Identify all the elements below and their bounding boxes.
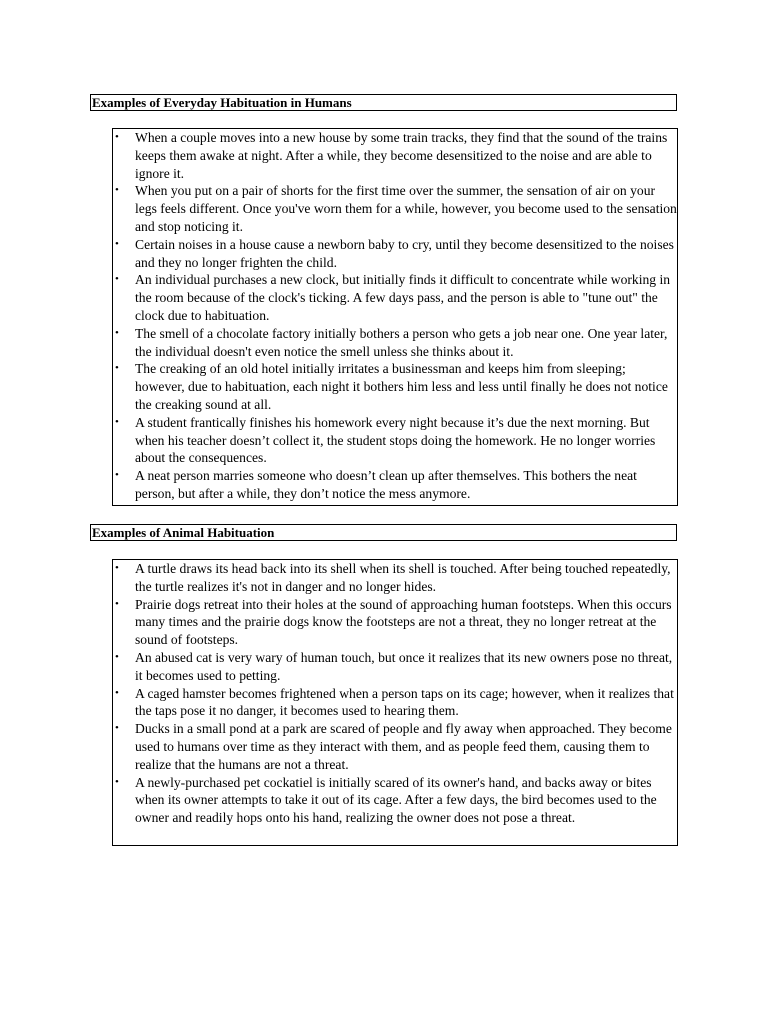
list-item: • Prairie dogs retreat into their holes at the sound of approaching human footsteps. When this occurs many times and the prairie dogs know the footsteps are not a threat, they no longer retreat at the sound of footsteps. bbox=[115, 596, 672, 648]
list-item: • A caged hamster becomes frightened when a person taps on its cage; however, when it realizes that the taps pose it no danger, it becomes used to hearing them. bbox=[115, 685, 674, 719]
list-item: • A newly-purchased pet cockatiel is initially scared of its owner's hand, and backs away or bites when its owner attempts to take it out of its cage. After a few days, the bird becomes used to the owner and readily hops onto his hand, realizing the owner does not pose a threat. bbox=[115, 774, 657, 826]
list-item: • A turtle draws its head back into its shell when its shell is touched. After being touched repeatedly, the turtle realizes it's not in danger and no longer hides. bbox=[115, 561, 671, 594]
bullet-icon: • bbox=[115, 131, 119, 143]
bullet-icon: • bbox=[115, 362, 119, 375]
list-item: • The smell of a chocolate factory initially bothers a person who gets a job near one. One year later, the individual doesn't even notice the smell unless she thinks about it. bbox=[115, 325, 668, 359]
list-item: • An individual purchases a new clock, but initially finds it difficult to concentrate while working in the room because of the clock's ticking. A few days pass, and the person is able to "tune out" the clock due to habituation. bbox=[115, 272, 671, 323]
bullet-icon: • bbox=[115, 722, 119, 735]
bullet-icon: • bbox=[115, 650, 119, 663]
list-item: • An abused cat is very wary of human touch, but once it realizes that its new owners pose no threat, it becomes used to petting. bbox=[115, 649, 673, 683]
animal-examples-list bbox=[112, 559, 678, 846]
list-item: • The creaking of an old hotel initially irritates a businessman and keeps him from sleeping; however, due to habituation, each night it bothers him less and less until finally he does not notice the creaking sound at all. bbox=[115, 361, 668, 412]
list-item: • Certain noises in a house cause a newborn baby to cry, until they become desensitized to the noises and they no longer frighten the child. bbox=[115, 236, 674, 270]
bullet-icon: • bbox=[115, 686, 119, 699]
bullet-icon: • bbox=[115, 469, 119, 482]
bullet-icon: • bbox=[115, 237, 119, 250]
list-item: • When a couple moves into a new house by some train tracks, they find that the sound of the trains keeps them awake at night. After a while, they become desensitized to the noise and are able to ignore it. bbox=[115, 130, 668, 181]
bullet-icon: • bbox=[115, 326, 119, 339]
bullet-icon: • bbox=[115, 597, 119, 610]
bullet-icon: • bbox=[115, 273, 119, 286]
list-item: • When you put on a pair of shorts for the first time over the summer, the sensation of air on your legs feels different. Once you've worn them for a while, however, you become used to the sensation and stop noticing it. bbox=[115, 183, 677, 234]
list-item: • A neat person marries someone who doesn’t clean up after themselves. This bothers the neat person, but after a while, they don’t notice the mess anymore. bbox=[115, 468, 637, 501]
bullet-icon: • bbox=[115, 562, 119, 574]
human-examples-list bbox=[112, 128, 678, 506]
list-item: • A student frantically finishes his homework every night because it’s due the next morning. But when his teacher doesn’t collect it, the student stops doing the homework. He no longer worries about the consequences. bbox=[115, 414, 656, 466]
section-heading-animal: Examples of Animal Habituation bbox=[90, 524, 677, 541]
bullet-icon: • bbox=[115, 184, 119, 197]
bullet-icon: • bbox=[115, 775, 119, 788]
list-item: • Ducks in a small pond at a park are scared of people and fly away when approached. They become used to humans over time as they interact with them, and as people feed them, causing them to realize that the humans are not a threat. bbox=[115, 721, 672, 772]
bullet-icon: • bbox=[115, 415, 119, 428]
section-heading-human: Examples of Everyday Habituation in Humans bbox=[90, 94, 677, 111]
